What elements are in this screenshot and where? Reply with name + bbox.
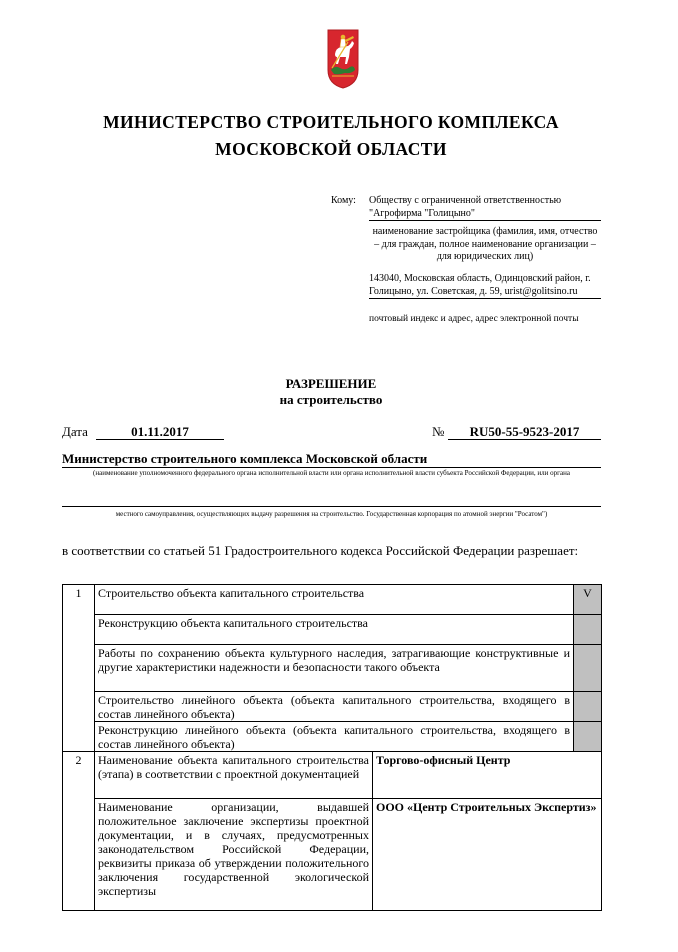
permit-type-item: Строительство линейного объекта (объекта капитального строительства, входящего в состав линейного объекта) <box>95 692 574 722</box>
permit-type-checkbox <box>574 615 602 645</box>
field-label: Наименование организации, выдавшей положительное заключение экспертизы проектной документации, и в случаях, предусмотренных законодательством Российской Федерации, реквизиты приказа об утверждении положительного заключения государственной экологической экспертизы <box>95 799 373 911</box>
table-row <box>63 722 602 752</box>
issuing-authority: Министерство строительного комплекса Московской области <box>62 451 601 468</box>
issuer-second-line <box>62 505 601 507</box>
intro-text: в соответствии со статьей 51 Градостроительного кодекса Российской Федерации разрешает: <box>62 543 579 558</box>
permit-type-checkbox <box>574 645 602 692</box>
field-value: Торгово-офисный Центр <box>373 752 602 799</box>
addressee-name: Обществу с ограниченной ответственностью "Агрофирма "Голицыно" <box>369 195 601 221</box>
issuing-authority-hint: (наименование уполномоченного федерального органа исполнительной власти или органа исполнительной власти субъекта Российской Федерации, или органа <box>93 469 570 477</box>
permit-title-line1: РАЗРЕШЕНИЕ <box>285 376 377 391</box>
table-row <box>63 645 602 692</box>
table-row <box>63 752 602 799</box>
permit-type-checkbox: V <box>574 585 602 615</box>
table-row <box>63 692 602 722</box>
issuing-authority-hint-2: местного самоуправления, осуществляющих выдачу разрешения на строительство. Государственная корпорация по атомной энергии "Росатом") <box>115 510 548 518</box>
permit-type-item: Реконструкцию линейного объекта (объекта капитального строительства, входящего в состав линейного объекта) <box>95 722 574 752</box>
date-label: Дата <box>62 424 88 439</box>
field-value: ООО «Центр Строительных Экспертиз» <box>373 799 602 911</box>
table-row <box>63 799 602 911</box>
ministry-title-line1: МИНИСТЕРСТВО СТРОИТЕЛЬНОГО КОМПЛЕКСА <box>103 112 559 132</box>
coat-of-arms-icon <box>326 24 360 90</box>
permit-type-item: Строительство объекта капитального строительства <box>95 585 574 615</box>
permit-table <box>62 584 602 911</box>
table-row <box>63 585 602 615</box>
permit-type-checkbox <box>574 692 602 722</box>
row-number: 2 <box>63 752 95 911</box>
ministry-title-line2: МОСКОВСКОЙ ОБЛАСТИ <box>215 139 447 159</box>
number-label: № <box>432 424 445 439</box>
table-row <box>63 615 602 645</box>
permit-title-line2: на строительство <box>279 392 383 407</box>
addressee-label: Кому: <box>331 195 356 206</box>
permit-type-item: Работы по сохранению объекта культурного наследия, затрагивающие конструктивные и другие характеристики надежности и безопасности такого объекта <box>95 645 574 692</box>
addressee-name-hint: наименование застройщика (фамилия, имя, отчество – для граждан, полное наименование организации – для юридических лиц) <box>372 226 598 262</box>
permit-date: 01.11.2017 <box>96 424 224 440</box>
permit-number: RU50-55-9523-2017 <box>448 424 601 440</box>
addressee-address-hint: почтовый индекс и адрес, адрес электронной почты <box>369 314 579 324</box>
addressee-address: 143040, Московская область, Одинцовский район, г. Голицыно, ул. Советская, д. 59, urist@golitsino.ru <box>369 273 601 299</box>
permit-title <box>0 376 662 408</box>
row-number: 1 <box>63 585 95 752</box>
permit-type-checkbox <box>574 722 602 752</box>
field-label: Наименование объекта капитального строительства (этапа) в соответствии с проектной документацией <box>95 752 373 799</box>
permit-type-item: Реконструкцию объекта капитального строительства <box>95 615 574 645</box>
